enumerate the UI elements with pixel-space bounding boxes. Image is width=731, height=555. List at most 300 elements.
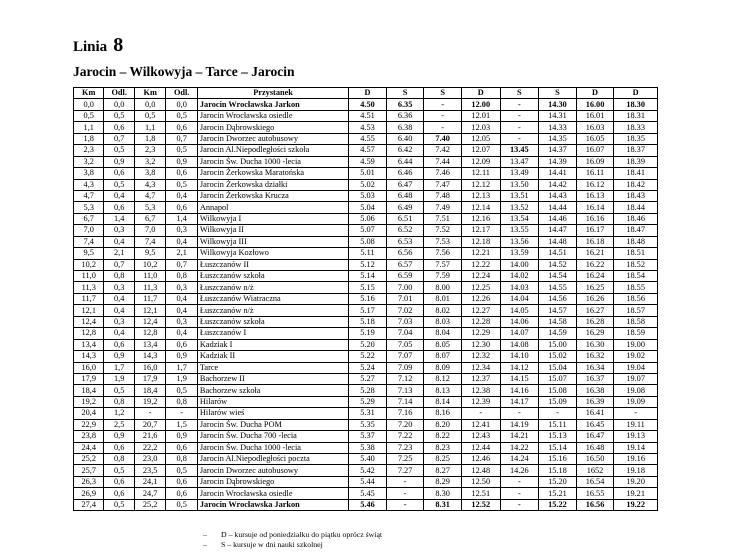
table-cell: 0,5 <box>166 145 197 156</box>
table-cell: 7.56 <box>424 248 462 259</box>
table-cell: 26,9 <box>74 488 104 499</box>
table-cell: 18.42 <box>614 179 658 190</box>
table-cell: - <box>500 476 539 487</box>
table-cell: 0,3 <box>104 225 134 236</box>
table-cell: 1,9 <box>166 373 197 384</box>
table-cell: 6.59 <box>386 271 424 282</box>
table-cell: 0,9 <box>166 431 197 442</box>
table-cell: 8.25 <box>424 454 462 465</box>
line-title <box>73 34 123 57</box>
table-cell: 13.59 <box>500 248 539 259</box>
table-cell: 14.04 <box>500 293 539 304</box>
table-cell: 16.03 <box>576 122 614 133</box>
table-cell: 7.57 <box>424 259 462 270</box>
table-cell: 7.27 <box>386 465 424 476</box>
table-cell: 7.03 <box>386 316 424 327</box>
table-cell: 18.56 <box>614 293 658 304</box>
table-cell: 1,2 <box>104 408 134 419</box>
table-cell: 12.28 <box>461 316 500 327</box>
table-cell: 14.03 <box>500 282 539 293</box>
table-cell: 13,4 <box>74 339 104 350</box>
legend-dash: – <box>203 530 207 539</box>
table-cell: 18.47 <box>614 225 658 236</box>
table-row <box>74 122 658 133</box>
table-row <box>74 168 658 179</box>
table-cell: 8.12 <box>424 373 462 384</box>
table-cell: 5.08 <box>349 236 387 247</box>
table-cell: 16.25 <box>576 282 614 293</box>
table-cell: 5.24 <box>349 362 387 373</box>
table-cell: 0,5 <box>104 179 134 190</box>
table-cell: 0,4 <box>104 305 134 316</box>
table-cell: 1652 <box>576 465 614 476</box>
table-cell: 12.17 <box>461 225 500 236</box>
table-cell: 2,1 <box>104 248 134 259</box>
table-cell: 6.56 <box>386 248 424 259</box>
column-header: D <box>461 88 500 99</box>
table-cell: 14.43 <box>539 190 577 201</box>
stop-name-cell: Jarocin Św. Ducha 700 -lecia <box>197 431 348 442</box>
table-cell: 12.32 <box>461 351 500 362</box>
table-cell: 0,9 <box>166 351 197 362</box>
table-cell: 12.05 <box>461 133 500 144</box>
table-cell: 15.14 <box>539 442 577 453</box>
table-cell: 6,7 <box>134 213 165 224</box>
table-cell: 18,4 <box>134 385 165 396</box>
table-cell: 16.39 <box>576 396 614 407</box>
table-cell: 16.01 <box>576 110 614 121</box>
table-row <box>74 110 658 121</box>
table-cell: 13.47 <box>500 156 539 167</box>
table-cell: 16.41 <box>576 408 614 419</box>
table-cell: - <box>539 408 577 419</box>
table-cell: 4,3 <box>74 179 104 190</box>
table-cell: 5.42 <box>349 465 387 476</box>
table-cell: 16.16 <box>576 213 614 224</box>
table-cell: 0,0 <box>74 99 104 110</box>
table-row <box>74 156 658 167</box>
stop-name-cell: Jarocin Żerkowska Krucza <box>197 190 348 201</box>
table-cell: 19.13 <box>614 431 658 442</box>
table-cell: 16,0 <box>134 362 165 373</box>
table-row <box>74 316 658 327</box>
table-cell: 11,3 <box>74 282 104 293</box>
table-cell: 16.32 <box>576 351 614 362</box>
table-cell: 14.58 <box>539 316 577 327</box>
table-cell: 14.30 <box>539 99 577 110</box>
table-cell: 15.09 <box>539 396 577 407</box>
table-cell: 12.13 <box>461 190 500 201</box>
stop-name-cell: Jarocin Dąbrowskiego <box>197 476 348 487</box>
table-cell: 0,5 <box>166 110 197 121</box>
table-cell: 26,3 <box>74 476 104 487</box>
table-cell: 5.46 <box>349 499 387 510</box>
stop-name-cell: Łuszczanów n/ż <box>197 305 348 316</box>
table-row <box>74 431 658 442</box>
table-row <box>74 442 658 453</box>
table-cell: 14.08 <box>500 339 539 350</box>
table-cell: 14.24 <box>500 454 539 465</box>
table-row <box>74 190 658 201</box>
stop-name-cell: Jarocin Dąbrowskiego <box>197 122 348 133</box>
table-cell: 0,9 <box>166 156 197 167</box>
table-cell: - <box>500 499 539 510</box>
table-cell: 12,1 <box>134 305 165 316</box>
table-row <box>74 328 658 339</box>
table-cell: 11,0 <box>74 271 104 282</box>
table-cell: 5.16 <box>349 293 387 304</box>
table-cell: 7.44 <box>424 156 462 167</box>
table-cell: 0,5 <box>134 110 165 121</box>
table-cell: 13.55 <box>500 225 539 236</box>
table-cell: 14.33 <box>539 122 577 133</box>
table-cell: - <box>500 110 539 121</box>
table-cell: 19.21 <box>614 488 658 499</box>
table-cell: 16.17 <box>576 225 614 236</box>
stop-name-cell: Jarocin Al.Niepodległości szkoła <box>197 145 348 156</box>
table-cell: 1,1 <box>74 122 104 133</box>
stop-name-cell: Łuszczanów szkoła <box>197 316 348 327</box>
table-cell: 16.05 <box>576 133 614 144</box>
table-cell: 13.49 <box>500 168 539 179</box>
legend <box>203 530 382 550</box>
table-cell: 0,5 <box>104 110 134 121</box>
table-cell: 7.12 <box>386 373 424 384</box>
column-header: S <box>500 88 539 99</box>
table-cell: - <box>424 99 462 110</box>
table-cell: 0,7 <box>104 259 134 270</box>
table-cell: 22,9 <box>74 419 104 430</box>
table-row <box>74 202 658 213</box>
stop-name-cell: Jarocin Św. Ducha POM <box>197 419 348 430</box>
table-cell: 21,6 <box>134 431 165 442</box>
table-cell: 12.24 <box>461 271 500 282</box>
stop-name-cell: Bachorzew szkoła <box>197 385 348 396</box>
table-cell: 16.27 <box>576 305 614 316</box>
table-cell: 12.52 <box>461 499 500 510</box>
table-cell: 2,1 <box>166 248 197 259</box>
table-cell: 18.59 <box>614 328 658 339</box>
table-cell: 8.04 <box>424 328 462 339</box>
table-cell: 16.21 <box>576 248 614 259</box>
table-row <box>74 454 658 465</box>
table-cell: 0,8 <box>166 454 197 465</box>
table-cell: 5.45 <box>349 488 387 499</box>
table-cell: 7,4 <box>74 236 104 247</box>
table-cell: 12.37 <box>461 373 500 384</box>
line-number: 8 <box>113 34 124 56</box>
table-cell: 12.50 <box>461 476 500 487</box>
table-cell: 3,2 <box>134 156 165 167</box>
stop-name-cell: Jarocin Al.Niepodległości poczta <box>197 454 348 465</box>
table-cell: 4.51 <box>349 110 387 121</box>
table-cell: 9,5 <box>74 248 104 259</box>
column-header: Przystanek <box>197 88 348 99</box>
table-cell: 0,3 <box>104 316 134 327</box>
table-cell: 12,4 <box>74 316 104 327</box>
table-cell: 13.50 <box>500 179 539 190</box>
table-cell: 8.30 <box>424 488 462 499</box>
table-cell: 15.21 <box>539 488 577 499</box>
table-cell: 11,7 <box>74 293 104 304</box>
table-cell: 0,9 <box>104 351 134 362</box>
table-cell: 15.07 <box>539 373 577 384</box>
table-cell: 5.11 <box>349 248 387 259</box>
table-cell: 7.16 <box>386 408 424 419</box>
table-row <box>74 145 658 156</box>
table-cell: 18.54 <box>614 271 658 282</box>
line-label: Linia <box>73 39 108 55</box>
table-cell: 0,6 <box>166 168 197 179</box>
table-cell: 14,3 <box>134 351 165 362</box>
stop-name-cell: Wilkowyja III <box>197 236 348 247</box>
table-cell: 19.11 <box>614 419 658 430</box>
column-header: S <box>386 88 424 99</box>
table-cell: 18.37 <box>614 145 658 156</box>
table-cell: 0,4 <box>166 236 197 247</box>
table-cell: 14.57 <box>539 305 577 316</box>
table-cell: 12.01 <box>461 110 500 121</box>
table-cell: 7.22 <box>386 431 424 442</box>
table-cell: 0,9 <box>104 431 134 442</box>
table-cell: 14.54 <box>539 271 577 282</box>
table-cell: 14.56 <box>539 293 577 304</box>
table-cell: 15.22 <box>539 499 577 510</box>
table-cell: 14.26 <box>500 465 539 476</box>
table-cell: 3,8 <box>134 168 165 179</box>
table-cell: 14.44 <box>539 202 577 213</box>
table-row <box>74 213 658 224</box>
table-cell: 10,2 <box>74 259 104 270</box>
table-cell: 2,3 <box>134 145 165 156</box>
table-cell: 7.02 <box>386 305 424 316</box>
table-cell: 12,1 <box>74 305 104 316</box>
table-cell: 7.07 <box>386 351 424 362</box>
table-cell: 0,4 <box>104 328 134 339</box>
table-cell: 0,0 <box>134 99 165 110</box>
table-cell: 16.50 <box>576 454 614 465</box>
table-cell: 5,3 <box>74 202 104 213</box>
table-row <box>74 465 658 476</box>
table-cell: 18.55 <box>614 282 658 293</box>
table-cell: 0,6 <box>166 339 197 350</box>
table-row <box>74 259 658 270</box>
table-cell: 6.44 <box>386 156 424 167</box>
table-cell: - <box>424 122 462 133</box>
stop-name-cell: Wilkowyja I <box>197 213 348 224</box>
stop-name-cell: Jarocin Dworzec autobusowy <box>197 465 348 476</box>
table-cell: 12.51 <box>461 488 500 499</box>
table-cell: 7.48 <box>424 190 462 201</box>
table-row <box>74 408 658 419</box>
table-cell: 8.05 <box>424 339 462 350</box>
stop-name-cell: Jarocin Wrocławska Jarkon <box>197 499 348 510</box>
stop-name-cell: Łuszczanów I <box>197 328 348 339</box>
stop-name-cell: Bachorzew II <box>197 373 348 384</box>
table-cell: 6.53 <box>386 236 424 247</box>
table-cell: 18.46 <box>614 213 658 224</box>
table-cell: 5.07 <box>349 225 387 236</box>
table-cell: 15.18 <box>539 465 577 476</box>
table-cell: 8.14 <box>424 396 462 407</box>
column-header: S <box>539 88 577 99</box>
table-row <box>74 133 658 144</box>
table-cell: 6.46 <box>386 168 424 179</box>
table-cell: 22,2 <box>134 442 165 453</box>
column-header: Km <box>74 88 104 99</box>
table-cell: 5.12 <box>349 259 387 270</box>
table-cell: 18.43 <box>614 190 658 201</box>
stop-name-cell: Tarce <box>197 362 348 373</box>
table-cell: 6.35 <box>386 99 424 110</box>
table-cell: 18.51 <box>614 248 658 259</box>
table-cell: 13.56 <box>500 236 539 247</box>
table-cell: 19.16 <box>614 454 658 465</box>
table-cell: 11,7 <box>134 293 165 304</box>
table-cell: 12.00 <box>461 99 500 110</box>
table-cell: 16.37 <box>576 373 614 384</box>
table-cell: 0,6 <box>104 442 134 453</box>
table-cell: 15.20 <box>539 476 577 487</box>
table-cell: 13.54 <box>500 213 539 224</box>
table-cell: 7.14 <box>386 396 424 407</box>
table-cell: 0,4 <box>166 190 197 201</box>
table-cell: 1,9 <box>104 373 134 384</box>
table-cell: 16.28 <box>576 316 614 327</box>
table-cell: 3,2 <box>74 156 104 167</box>
table-cell: 4,7 <box>74 190 104 201</box>
table-cell: 18.31 <box>614 110 658 121</box>
table-cell: 18,4 <box>74 385 104 396</box>
table-cell: 14.19 <box>500 419 539 430</box>
table-row <box>74 488 658 499</box>
table-cell: 5.20 <box>349 339 387 350</box>
table-cell: 12.41 <box>461 419 500 430</box>
table-cell: 5.37 <box>349 431 387 442</box>
table-cell: 18.57 <box>614 305 658 316</box>
table-cell: 7.00 <box>386 282 424 293</box>
table-cell: 7.23 <box>386 442 424 453</box>
table-cell: 13,4 <box>134 339 165 350</box>
table-cell: 15.02 <box>539 351 577 362</box>
table-cell: 7,0 <box>134 225 165 236</box>
table-cell: 19.04 <box>614 362 658 373</box>
table-cell: 1,4 <box>104 213 134 224</box>
table-cell: 5,3 <box>134 202 165 213</box>
table-cell: 5.04 <box>349 202 387 213</box>
table-cell: 8.09 <box>424 362 462 373</box>
table-cell: 0,8 <box>104 454 134 465</box>
column-header: D <box>576 88 614 99</box>
table-cell: 16.22 <box>576 259 614 270</box>
legend-text: S – kursuje w dni nauki szkolnej <box>221 540 323 549</box>
table-row <box>74 179 658 190</box>
table-cell: 13.52 <box>500 202 539 213</box>
table-cell: 11,3 <box>134 282 165 293</box>
stop-name-cell: Jarocin Św. Ducha 1000 -lecia <box>197 156 348 167</box>
table-cell: 18.35 <box>614 133 658 144</box>
table-cell: - <box>500 488 539 499</box>
table-cell: 7.42 <box>424 145 462 156</box>
legend-item <box>203 540 382 550</box>
stop-name-cell: Kadziak II <box>197 351 348 362</box>
table-cell: 12.16 <box>461 213 500 224</box>
table-cell: 4,7 <box>134 190 165 201</box>
table-row <box>74 396 658 407</box>
table-cell: 8.16 <box>424 408 462 419</box>
table-cell: 14.42 <box>539 179 577 190</box>
table-cell: - <box>386 476 424 487</box>
table-row <box>74 305 658 316</box>
table-cell: 5.06 <box>349 213 387 224</box>
table-cell: 16.13 <box>576 190 614 201</box>
table-cell: 12.34 <box>461 362 500 373</box>
table-cell: 0,0 <box>166 99 197 110</box>
table-cell: 0,5 <box>74 110 104 121</box>
table-cell: 4,3 <box>134 179 165 190</box>
table-cell: 0,7 <box>166 259 197 270</box>
table-cell: 1,5 <box>166 419 197 430</box>
table-cell: 15.00 <box>539 339 577 350</box>
table-cell: 16.29 <box>576 328 614 339</box>
table-cell: 0,4 <box>166 305 197 316</box>
table-cell: 6.48 <box>386 190 424 201</box>
table-cell: 14,3 <box>74 351 104 362</box>
table-cell: 7.05 <box>386 339 424 350</box>
timetable <box>73 87 658 511</box>
table-cell: 16.34 <box>576 362 614 373</box>
table-cell: 0,8 <box>104 271 134 282</box>
table-cell: 14.35 <box>539 133 577 144</box>
table-cell: 0,6 <box>104 122 134 133</box>
table-cell: 6.40 <box>386 133 424 144</box>
table-cell: - <box>424 110 462 121</box>
table-cell: 19.02 <box>614 351 658 362</box>
stop-name-cell: Wilkowyja Kozłowo <box>197 248 348 259</box>
table-body <box>74 99 658 511</box>
table-cell: 0,8 <box>166 396 197 407</box>
table-cell: 12.12 <box>461 179 500 190</box>
table-cell: 0,3 <box>166 316 197 327</box>
stop-name-cell: Wilkowyja II <box>197 225 348 236</box>
table-cell: 1,8 <box>134 133 165 144</box>
table-cell: 15.11 <box>539 419 577 430</box>
table-cell: 6.51 <box>386 213 424 224</box>
column-header: D <box>614 88 658 99</box>
table-cell: 14.48 <box>539 236 577 247</box>
table-cell: 15.08 <box>539 385 577 396</box>
table-row <box>74 385 658 396</box>
table-cell: 6.49 <box>386 202 424 213</box>
table-cell: 14.55 <box>539 282 577 293</box>
table-cell: 7.25 <box>386 454 424 465</box>
table-cell: 0,5 <box>166 385 197 396</box>
table-cell: 5.02 <box>349 179 387 190</box>
table-cell: 16.24 <box>576 271 614 282</box>
table-cell: 7.20 <box>386 419 424 430</box>
table-cell: 10,2 <box>134 259 165 270</box>
table-cell: 14.10 <box>500 351 539 362</box>
table-cell: 14.02 <box>500 271 539 282</box>
table-cell: 7.04 <box>386 328 424 339</box>
table-cell: 7.52 <box>424 225 462 236</box>
table-cell: 4.59 <box>349 156 387 167</box>
table-cell: 1,7 <box>104 362 134 373</box>
stop-name-cell: Łuszczanów II <box>197 259 348 270</box>
table-cell: 12.48 <box>461 465 500 476</box>
table-cell: 5.01 <box>349 168 387 179</box>
table-cell: 7.53 <box>424 236 462 247</box>
